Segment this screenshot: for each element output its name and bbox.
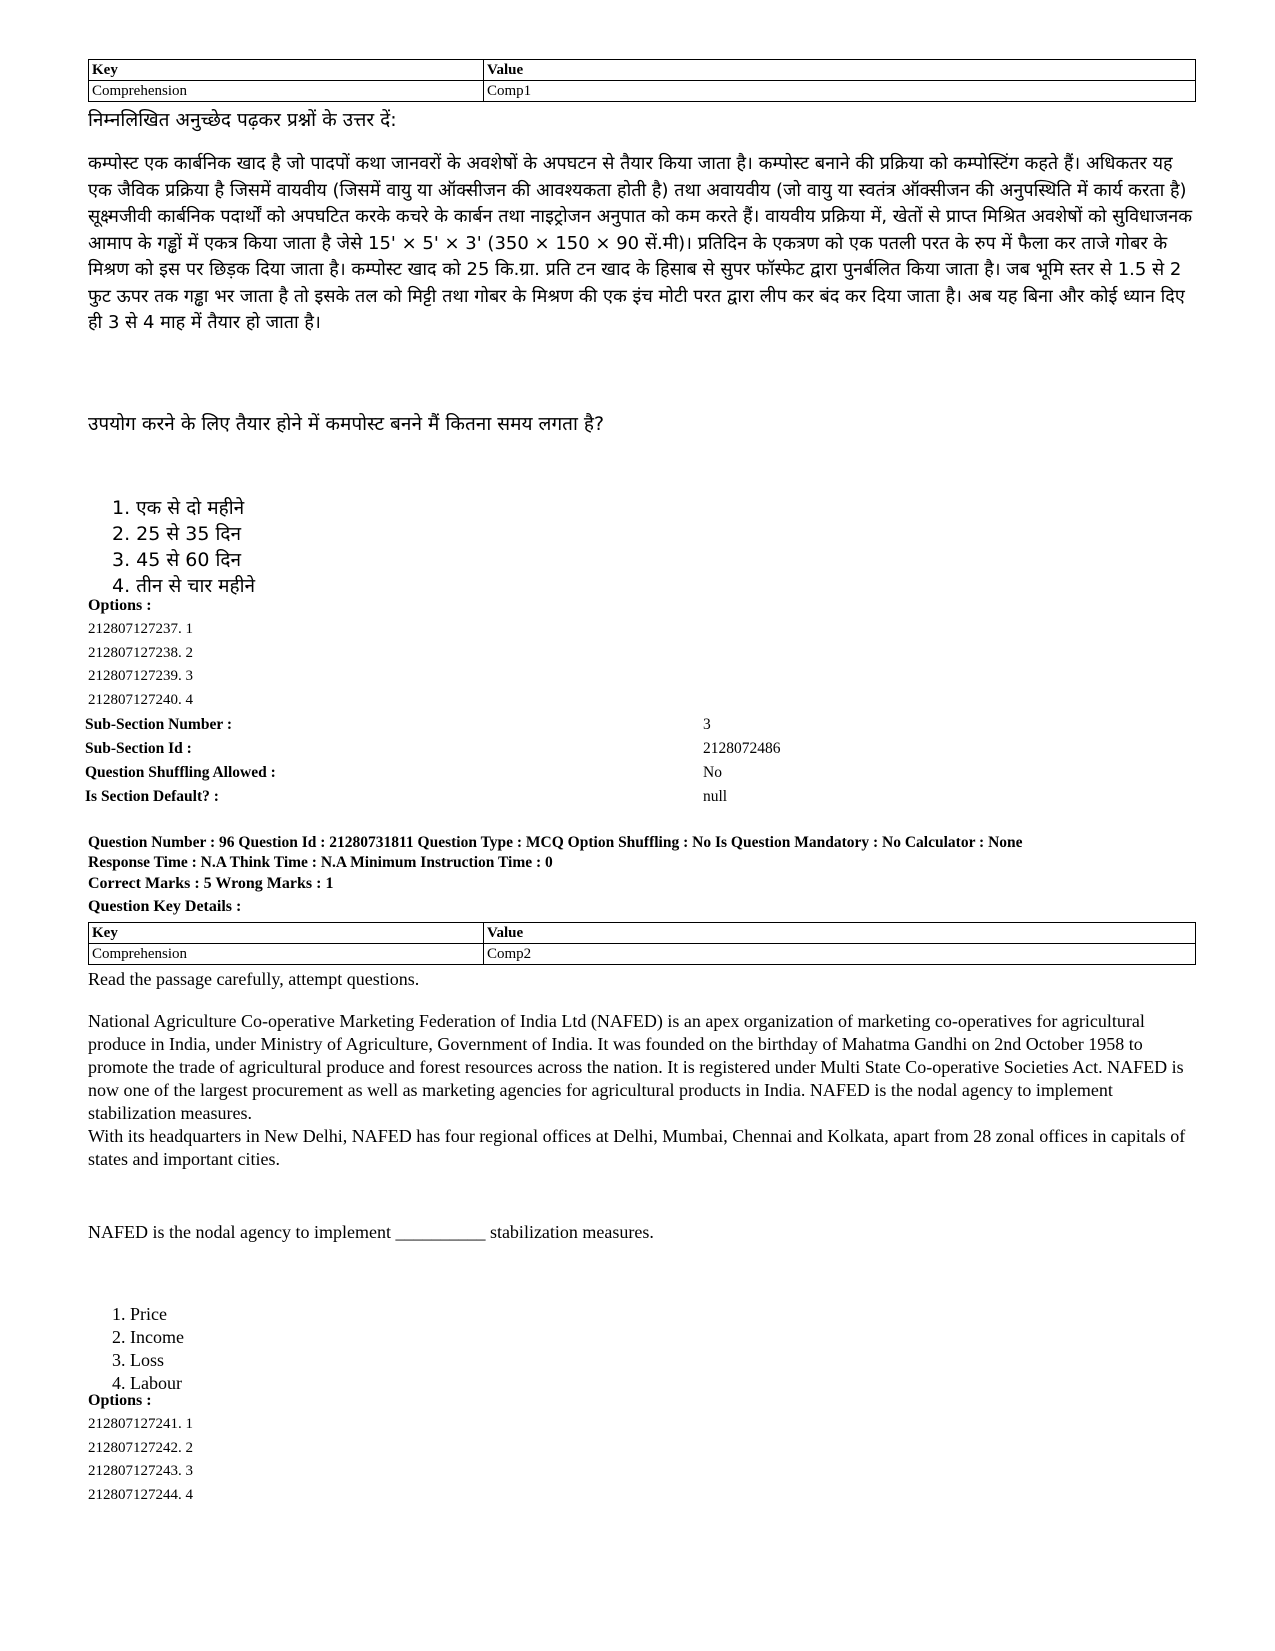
key-cell: Comprehension [89, 81, 484, 102]
question-text: NAFED is the nodal agency to implement __________ stabilization measures. [88, 1222, 654, 1242]
marks-info: Correct Marks : 5 Wrong Marks : 1 [88, 875, 334, 892]
option-id: 212807127244. 4 [88, 1486, 193, 1503]
question-info-line: Response Time : N.A Think Time : N.A Minimum Instruction Time : 0 [88, 854, 553, 871]
subsection-value: 2128072486 [703, 740, 781, 757]
value-cell: Comp2 [484, 944, 1196, 965]
subsection-row [85, 713, 885, 737]
answer-choice: 3. Loss [112, 1350, 165, 1370]
key-details-label: Question Key Details : [88, 898, 242, 915]
key-header: Key [89, 923, 484, 944]
option-id: 212807127237. 1 [88, 621, 193, 637]
answer-choice: 1. एक से दो महीने [112, 497, 245, 519]
subsection-row [85, 761, 885, 785]
subsection-key: Sub-Section Number : [85, 716, 232, 733]
option-id: 212807127241. 1 [88, 1416, 193, 1432]
question-text: उपयोग करने के लिए तैयार होने में कमपोस्ट बनने मैं कितना समय लगता है? [88, 413, 605, 435]
passage-text [88, 1010, 1196, 1171]
value-cell: Comp1 [484, 81, 1196, 102]
passage-paragraph: With its headquarters in New Delhi, NAFED has four regional offices at Delhi, Mumbai, Chennai and Kolkata, apart from 28 zonal offices in capitals of states and important cities. [88, 1126, 1186, 1169]
subsection-value: null [703, 788, 728, 805]
options-label: Options : [88, 597, 152, 614]
answer-choice: 3. 45 से 60 दिन [112, 549, 242, 571]
option-id: 212807127238. 2 [88, 644, 193, 661]
subsection-details [85, 713, 885, 809]
instruction-text: Read the passage carefully, attempt questions. [88, 969, 420, 989]
answer-choice: 2. Income [112, 1327, 184, 1347]
subsection-key: Question Shuffling Allowed : [85, 764, 276, 781]
value-header: Value [484, 60, 1196, 81]
passage-text: कम्पोस्ट एक कार्बनिक खाद है जो पादपों कथा जानवरों के अवशेषों के अपघटन से तैयार किया जाता है। कम्पोस्ट बनाने की प्रक्रिया को कम्पोस्टिंग कहते हैं। अधिकतर यह एक जैविक प्रक्रिया है जिसमें वायवीय (जिसमें वायु या ऑक्सीजन की आवश्यकता होती है) तथा अवायवीय (जो वायु या स्वतंत्र ऑक्सीजन की अनुपस्थिति में कार्य करता है) सूक्ष्मजीवी कार्बनिक पदार्थों को अपघटित करके कचरे के कार्बन तथा नाइट्रोजन अनुपात को कम करते हैं। वायवीय प्रक्रिया में, खेतों से प्राप्त मिश्रित अवशेषों को सुविधाजनक आमाप के गड्ढों में एकत्र किया जाता है जेसे 15' × 5' × 3' (350 × 150 × 90 सें.मी)। प्रतिदिन के एकत्रण को एक पतली परत के रुप में फैला कर ताजे गोबर के मिश्रण को इस पर छिड़क दिया जाता है। कम्पोस्ट खाद को 25 कि.ग्रा. प्रति टन खाद के हिसाब से सुपर फॉस्फेट द्वारा पुनर्बलित किया जाता है। जब भूमि स्तर से 1.5 से 2 फुट ऊपर तक गड्ढा भर जाता है तो इसके तल को मिट्टी तथा गोबर के मिश्रण की एक इंच मोटी परत द्वारा लीप कर बंद कर दिया जाता है। अब यह बिना और कोई ध्यान दिए ही 3 से 4 माह में तैयार हो जाता है। [88, 153, 1193, 333]
value-header: Value [484, 923, 1196, 944]
question-info [88, 833, 1208, 873]
option-id: 212807127240. 4 [88, 691, 193, 708]
passage-paragraph: National Agriculture Co-operative Marketing Federation of India Ltd (NAFED) is an apex organization of marketing co-operatives for agricultural produce in India, under Ministry of Agriculture, Government of India. It was founded on the birthday of Mahatma Gandhi on 2nd October 1958 to promote the trade of agricultural produce and forest resources across the nation. It is registered under Multi State Co-operative Societies Act. NAFED is now one of the largest procurement as well as marketing agencies for agricultural products in India. NAFED is the nodal agency to implement stabilization measures. [88, 1011, 1184, 1123]
key-cell: Comprehension [89, 944, 484, 965]
option-id-list [88, 618, 193, 712]
answer-choices [112, 495, 255, 599]
subsection-key: Is Section Default? : [85, 788, 219, 805]
answer-choices [112, 1303, 184, 1395]
answer-choice: 4. Labour [112, 1373, 182, 1393]
option-id: 212807127242. 2 [88, 1439, 193, 1456]
subsection-key: Sub-Section Id : [85, 740, 192, 757]
question-info-line: Question Number : 96 Question Id : 21280731811 Question Type : MCQ Option Shuffling : No Is Question Mandatory : No Calculator : None [88, 834, 1023, 851]
instruction-text: निम्नलिखित अनुच्छेद पढ़कर प्रश्नों के उत्तर दें: [88, 109, 397, 131]
subsection-value: No [703, 764, 722, 781]
subsection-row [85, 785, 885, 809]
question-key-table [88, 59, 1196, 102]
option-id-list [88, 1413, 193, 1507]
key-header: Key [89, 60, 484, 81]
subsection-value: 3 [703, 716, 711, 733]
subsection-row [85, 737, 885, 761]
option-id: 212807127243. 3 [88, 1463, 193, 1479]
question-key-table [88, 922, 1196, 965]
answer-choice: 4. तीन से चार महीने [112, 575, 256, 597]
options-label: Options : [88, 1392, 152, 1409]
answer-choice: 1. Price [112, 1304, 167, 1324]
option-id: 212807127239. 3 [88, 668, 193, 684]
answer-choice: 2. 25 से 35 दिन [112, 523, 242, 545]
